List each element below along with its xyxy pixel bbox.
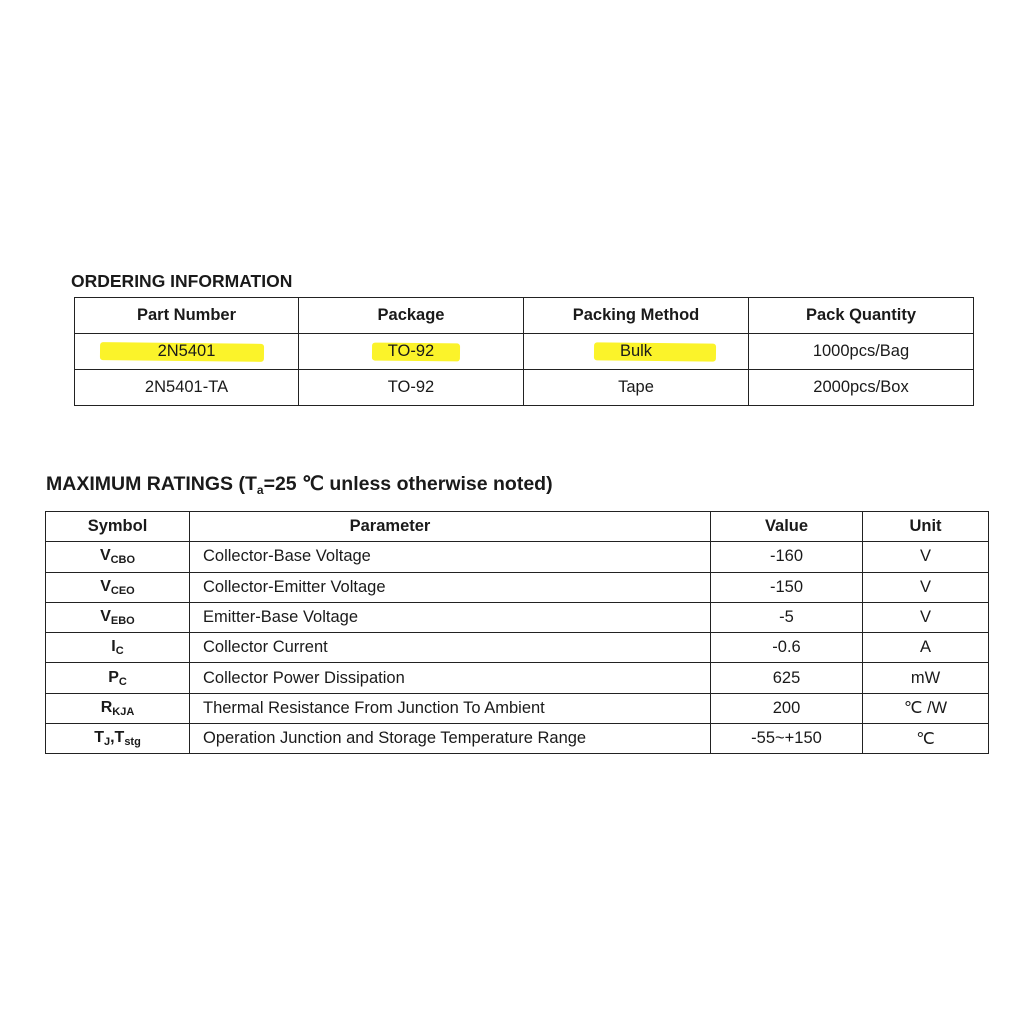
- parameter-cell: Thermal Resistance From Junction To Ambient: [190, 693, 711, 723]
- parameter-cell: Collector-Emitter Voltage: [190, 572, 711, 602]
- unit-cell: V: [863, 542, 989, 572]
- maximum-ratings-title: MAXIMUM RATINGS ($T_a=25$ ℃ unless otherwise noted): [46, 473, 553, 497]
- part-number-cell: [75, 334, 299, 370]
- ratings-row: [46, 633, 989, 663]
- pack-quantity-cell: 2000pcs/Box: [749, 370, 974, 406]
- header-packing-method: Packing Method: [524, 298, 749, 334]
- ratings-row: [46, 602, 989, 632]
- highlighted-part-number: 2N5401: [154, 342, 220, 361]
- symbol-cell: $V_{EBO}$: [46, 602, 190, 632]
- packing-method-cell: [524, 334, 749, 370]
- header-unit: Unit: [863, 512, 989, 542]
- package-cell: [299, 334, 524, 370]
- unit-cell: V: [863, 602, 989, 632]
- parameter-cell: Collector Power Dissipation: [190, 663, 711, 693]
- value-cell: -0.6: [711, 633, 863, 663]
- ordering-row: [75, 334, 974, 370]
- ratings-row: [46, 572, 989, 602]
- ratings-row: [46, 663, 989, 693]
- header-symbol: Symbol: [46, 512, 190, 542]
- header-part-number: Part Number: [75, 298, 299, 334]
- symbol-cell: $I_C$: [46, 633, 190, 663]
- header-pack-quantity: Pack Quantity: [749, 298, 974, 334]
- value-cell: -160: [711, 542, 863, 572]
- parameter-cell: Emitter-Base Voltage: [190, 602, 711, 632]
- unit-cell: ℃: [863, 724, 989, 754]
- ratings-header-row: [46, 512, 989, 542]
- unit-cell: mW: [863, 663, 989, 693]
- symbol-cell: $V_{CEO}$: [46, 572, 190, 602]
- unit-cell: V: [863, 572, 989, 602]
- value-cell: -55~+150: [711, 724, 863, 754]
- ratings-row: [46, 724, 989, 754]
- value-cell: -150: [711, 572, 863, 602]
- highlighted-packing-method: Bulk: [616, 342, 656, 361]
- ratings-row: [46, 693, 989, 723]
- symbol-cell: $P_C$: [46, 663, 190, 693]
- parameter-cell: Operation Junction and Storage Temperature Range: [190, 724, 711, 754]
- maximum-ratings-table: [45, 511, 989, 754]
- package-cell: TO-92: [299, 370, 524, 406]
- ordering-row: [75, 370, 974, 406]
- packing-method-cell: Tape: [524, 370, 749, 406]
- value-cell: 625: [711, 663, 863, 693]
- symbol-cell: $T_J,T_{stg}$: [46, 724, 190, 754]
- header-parameter: Parameter: [190, 512, 711, 542]
- header-value: Value: [711, 512, 863, 542]
- symbol-cell: $R_{KJA}$: [46, 693, 190, 723]
- header-package: Package: [299, 298, 524, 334]
- symbol-cell: $V_{CBO}$: [46, 542, 190, 572]
- unit-cell: ℃ /W: [863, 693, 989, 723]
- value-cell: -5: [711, 602, 863, 632]
- value-cell: 200: [711, 693, 863, 723]
- unit-cell: A: [863, 633, 989, 663]
- parameter-cell: Collector-Base Voltage: [190, 542, 711, 572]
- parameter-cell: Collector Current: [190, 633, 711, 663]
- part-number-cell: 2N5401-TA: [75, 370, 299, 406]
- highlighted-package: TO-92: [384, 342, 438, 361]
- ordering-information-title: ORDERING INFORMATION: [71, 271, 293, 291]
- ratings-row: [46, 542, 989, 572]
- ordering-header-row: [75, 298, 974, 334]
- ordering-information-table: [74, 297, 974, 406]
- pack-quantity-cell: 1000pcs/Bag: [749, 334, 974, 370]
